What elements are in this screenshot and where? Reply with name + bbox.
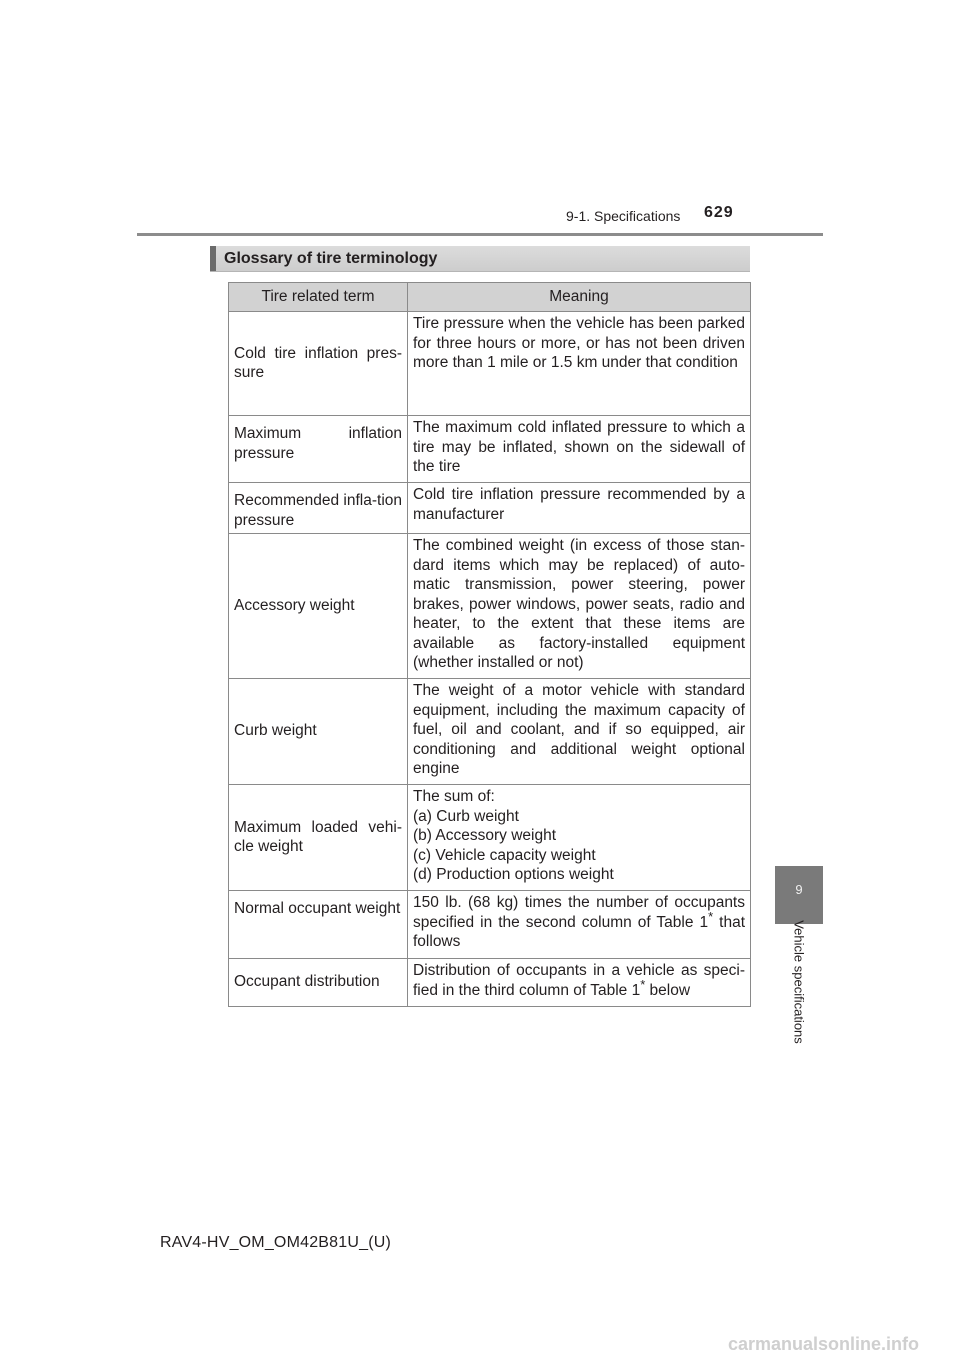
meaning-cell: The combined weight (in excess of those stan-dard items which may be replaced) of auto-matic transmission, power steering, power brakes, power windows, power seats, radio and heater, to the extent that these items are available as factory-installed equipment (whether installed or not) (408, 534, 751, 679)
term-cell: Maximum inflation pressure (229, 416, 408, 483)
meaning-cell: The maximum cold inflated pressure to which a tire may be inflated, shown on the sidewall of the tire (408, 416, 751, 483)
column-header-term: Tire related term (229, 283, 408, 312)
table-row (229, 959, 751, 1007)
page-number: 629 (704, 204, 734, 221)
term-cell: Recommended infla-tion pressure (229, 483, 408, 534)
term-cell: Accessory weight (229, 534, 408, 679)
table-row (229, 679, 751, 785)
meaning-text: Distribution of occupants in a vehicle as speci-fied in the third column of Table 1 (413, 962, 745, 999)
meaning-text: 150 lb. (68 kg) times the number of occupants specified in the second column of Table 1 (413, 894, 745, 931)
meaning-cell (408, 891, 751, 959)
meaning-text-end: that follows (413, 913, 745, 950)
meaning-cell: The weight of a motor vehicle with standard equipment, including the maximum capacity of fuel, oil and coolant, and if so equipped, air conditioning and additional weight optional engine (408, 679, 751, 785)
glossary-heading: Glossary of tire terminology (224, 250, 438, 267)
glossary-table (228, 282, 751, 1007)
meaning-line: The sum of: (413, 788, 495, 805)
chapter-number: 9 (795, 882, 803, 897)
watermark: carmanualsonline.info (728, 1334, 920, 1354)
footnote-mark: * (640, 976, 646, 992)
term-cell: Curb weight (229, 679, 408, 785)
meaning-line: (b) Accessory weight (413, 827, 556, 844)
meaning-cell: Tire pressure when the vehicle has been parked for three hours or more, or has not been driven more than 1 mile or 1.5 km under that condition (408, 312, 751, 416)
table-row (229, 483, 751, 534)
term-cell: Normal occupant weight (229, 891, 408, 959)
meaning-line: (a) Curb weight (413, 807, 519, 825)
table-row (229, 416, 751, 483)
meaning-line: (c) Vehicle capacity weight (413, 846, 596, 864)
glossary-heading-bar (210, 246, 750, 272)
column-header-meaning: Meaning (408, 283, 751, 312)
table-header-row (229, 283, 751, 312)
table-row (229, 785, 751, 891)
table-row (229, 891, 751, 959)
meaning-text-end: below (645, 981, 691, 999)
section-title: 9-1. Specifications (566, 208, 681, 224)
chapter-tab (775, 866, 823, 924)
chapter-label: Vehicle specifications (791, 920, 807, 1044)
document-code: RAV4-HV_OM_OM42B81U_(U) (160, 1234, 392, 1251)
term-cell: Occupant distribution (229, 959, 408, 1007)
heading-accent (210, 246, 216, 271)
term-cell: Maximum loaded vehi-cle weight (229, 785, 408, 891)
meaning-line: (d) Production options weight (413, 866, 614, 883)
meaning-cell: Cold tire inflation pressure recommended by a manufacturer (408, 483, 751, 534)
meaning-cell (408, 785, 751, 891)
footnote-mark: * (708, 908, 714, 924)
meaning-cell (408, 959, 751, 1007)
table-row (229, 534, 751, 679)
term-cell: Cold tire inflation pres-sure (229, 312, 408, 416)
table-row (229, 312, 751, 416)
header-rule (137, 233, 823, 236)
